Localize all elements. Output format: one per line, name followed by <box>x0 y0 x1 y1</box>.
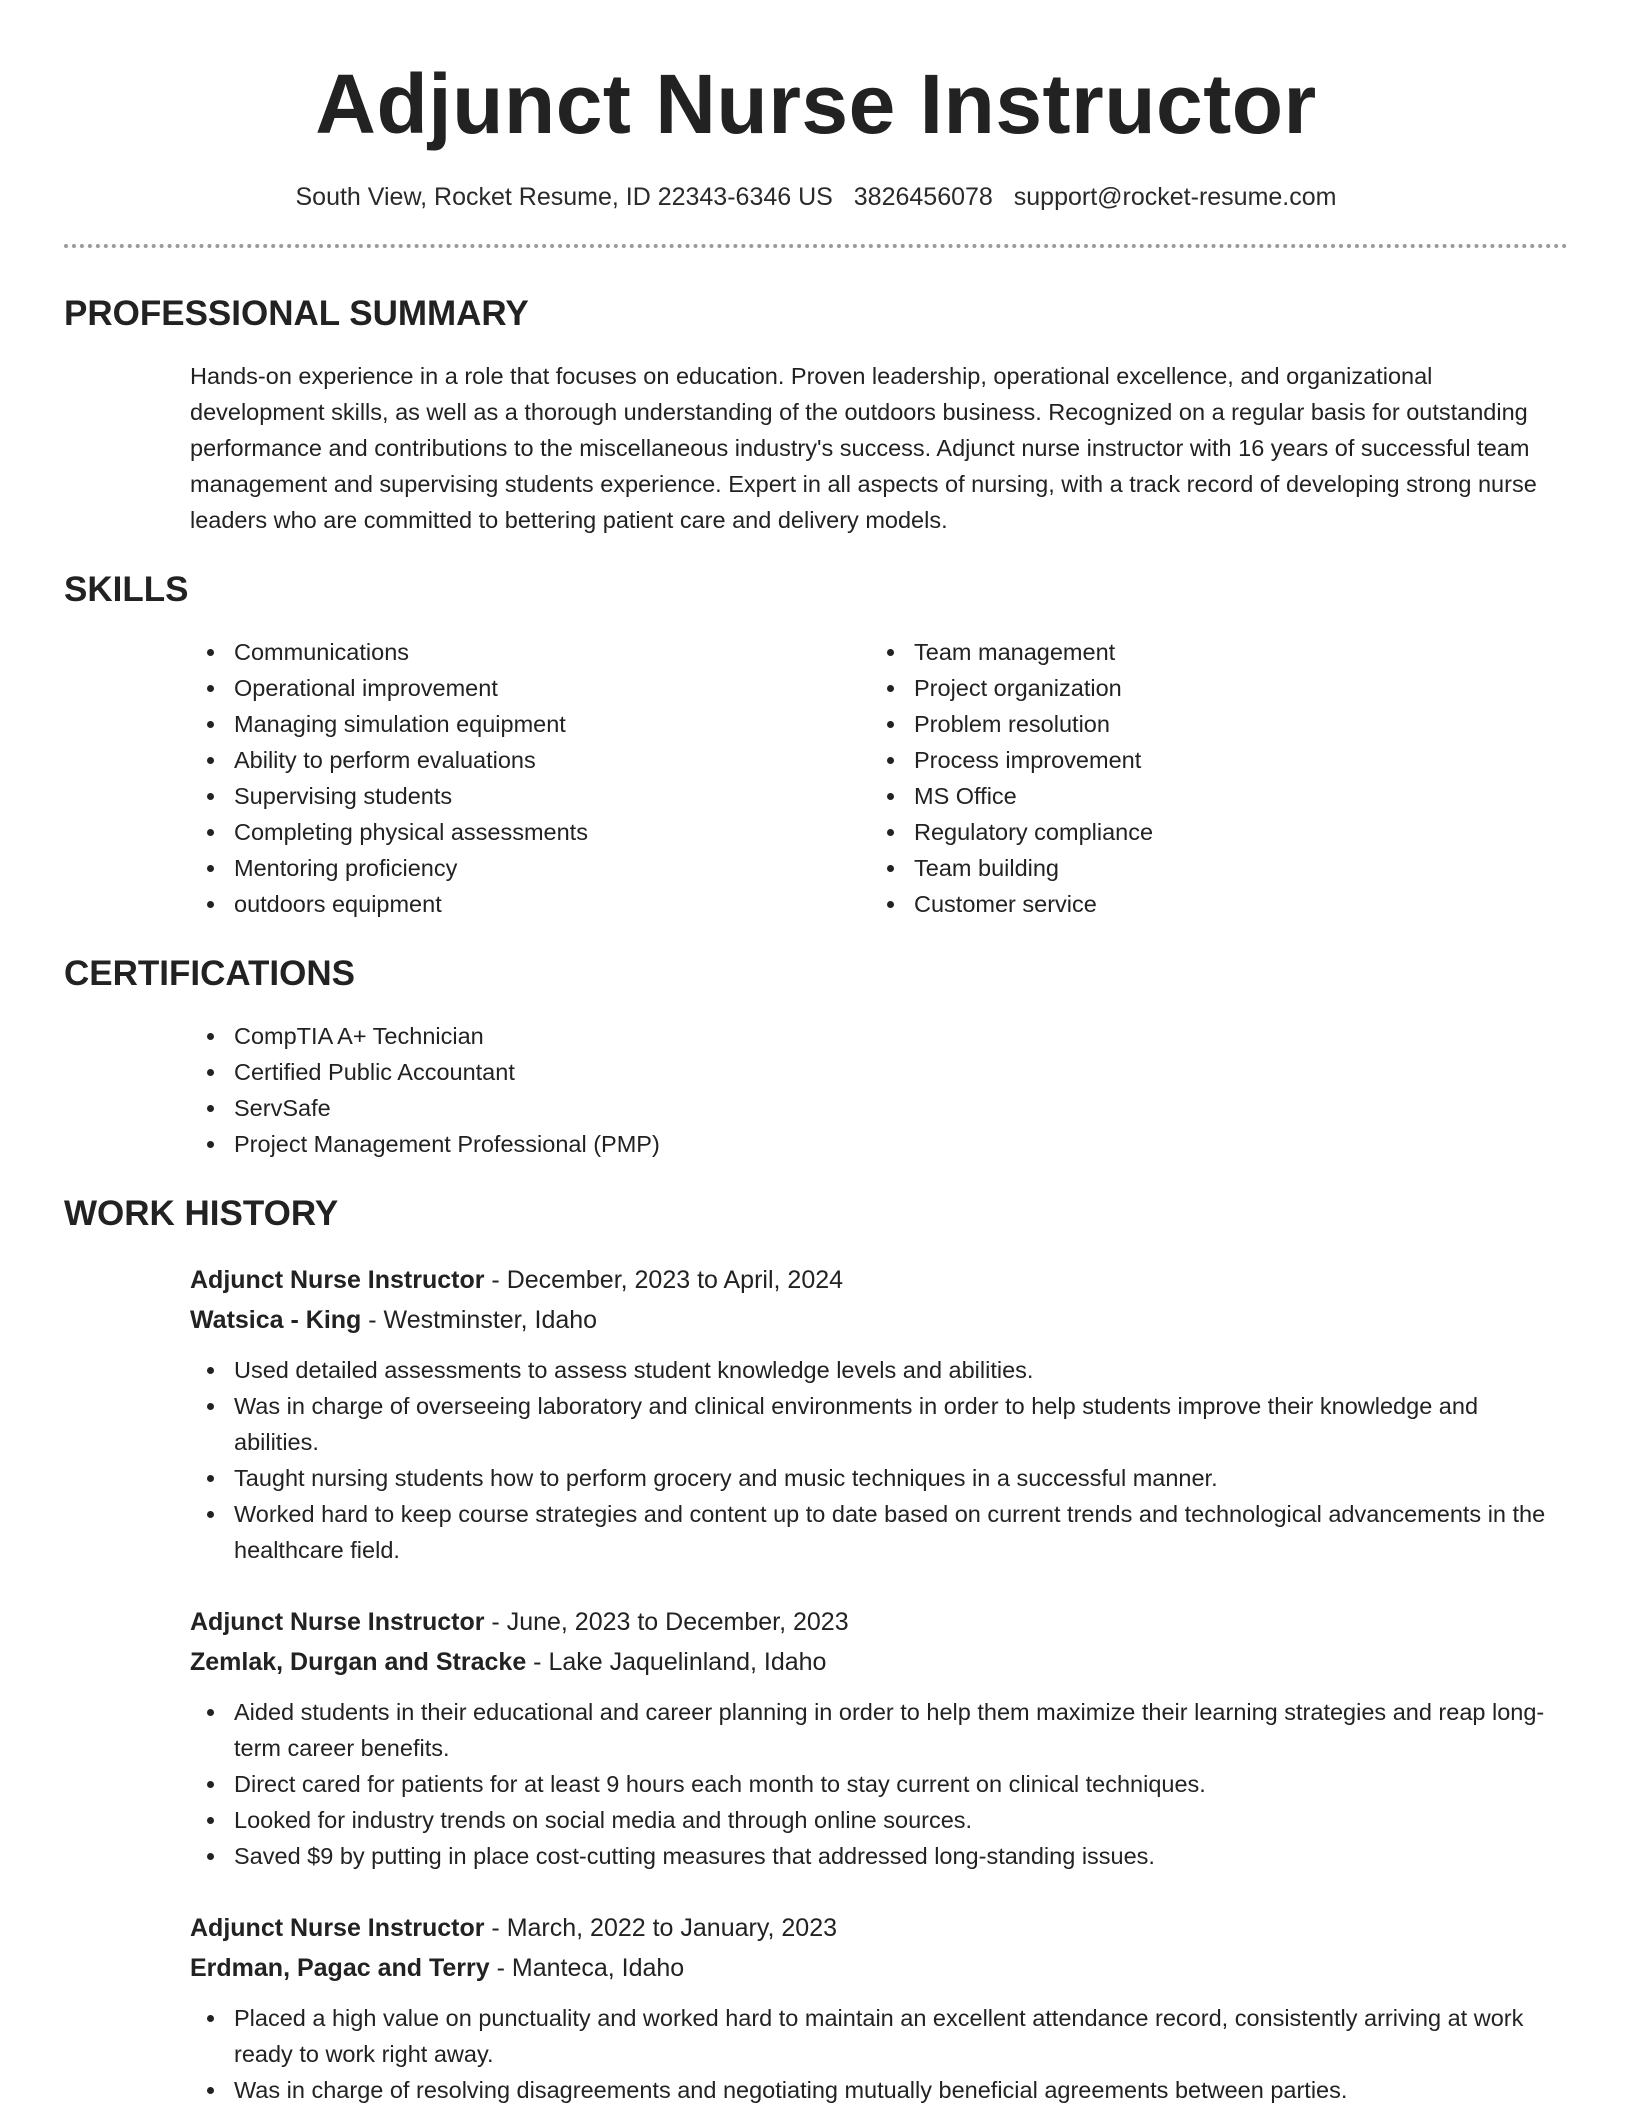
job-title-line <box>190 1602 1568 1642</box>
job-company: Zemlak, Durgan and Stracke <box>190 1648 527 1676</box>
skill-item: Regulatory compliance <box>870 814 1470 850</box>
skill-item: Mentoring proficiency <box>190 850 870 886</box>
job-bullet: Saved $9 by putting in place cost-cutting measures that addressed long-standing issues. <box>190 1838 1568 1874</box>
job-bullet: Taught nursing students how to perform grocery and music techniques in a successful manner. <box>190 1460 1568 1496</box>
skill-item: Customer service <box>870 886 1470 922</box>
skill-item: Completing physical assessments <box>190 814 870 850</box>
certification-item: CompTIA A+ Technician <box>190 1018 1568 1054</box>
skill-item: Problem resolution <box>870 706 1470 742</box>
job-company-line <box>190 1300 1568 1340</box>
skill-item: Operational improvement <box>190 670 870 706</box>
job-role: Adjunct Nurse Instructor <box>190 1608 485 1636</box>
skill-item: Team management <box>870 634 1470 670</box>
skill-item: MS Office <box>870 778 1470 814</box>
skills-section <box>64 634 1568 922</box>
certification-item: Project Management Professional (PMP) <box>190 1126 1568 1162</box>
job-bullets <box>190 1352 1568 1568</box>
work-history-heading: WORK HISTORY <box>64 1194 339 1233</box>
job-dates: - March, 2022 to January, 2023 <box>484 1914 837 1942</box>
certification-item: Certified Public Accountant <box>190 1054 1568 1090</box>
job-location: - Lake Jaquelinland, Idaho <box>526 1648 827 1676</box>
job-location: - Westminster, Idaho <box>361 1306 598 1334</box>
skill-item: Managing simulation equipment <box>190 706 870 742</box>
job-bullet: Was in charge of resolving disagreements and negotiating mutually beneficial agreements between parties. <box>190 2072 1568 2108</box>
contact-address: South View, Rocket Resume, ID 22343-6346 US <box>295 183 833 211</box>
skill-item: Project organization <box>870 670 1470 706</box>
skill-item: Supervising students <box>190 778 870 814</box>
job-company-line <box>190 1948 1568 1988</box>
resume-page <box>64 0 1568 2108</box>
job-bullet: Used detailed assessments to assess student knowledge levels and abilities. <box>190 1352 1568 1388</box>
job-bullet: Direct cared for patients for at least 9 hours each month to stay current on clinical techniques. <box>190 1766 1568 1802</box>
skill-item: Communications <box>190 634 870 670</box>
header-divider <box>64 244 1568 248</box>
contact-phone: 3826456078 <box>853 183 993 211</box>
job-bullet: Was in charge of overseeing laboratory and clinical environments in order to help students improve their knowledge and abilities. <box>190 1388 1568 1460</box>
summary-heading: PROFESSIONAL SUMMARY <box>64 294 529 333</box>
job-location: - Manteca, Idaho <box>489 1954 685 1982</box>
job-role: Adjunct Nurse Instructor <box>190 1914 485 1942</box>
job-bullet: Placed a high value on punctuality and worked hard to maintain an excellent attendance record, consistently arriving at work ready to work right away. <box>190 2000 1568 2072</box>
job-company-line <box>190 1642 1568 1682</box>
skills-heading: SKILLS <box>64 570 189 609</box>
job-role: Adjunct Nurse Instructor <box>190 1266 485 1294</box>
job-bullets <box>190 1694 1568 1874</box>
skill-item: Process improvement <box>870 742 1470 778</box>
job-bullet: Aided students in their educational and career planning in order to help them maximize their learning strategies and reap long-term career benefits. <box>190 1694 1568 1766</box>
resume-name: Adjunct Nurse Instructor <box>315 57 1317 151</box>
job-title-line <box>190 1908 1568 1948</box>
job-entry <box>190 1260 1568 1568</box>
skills-list-left <box>190 634 870 922</box>
job-entry <box>190 1602 1568 1874</box>
job-company: Watsica - King <box>190 1306 362 1334</box>
contact-email: support@rocket-resume.com <box>1013 183 1337 211</box>
skill-item: Ability to perform evaluations <box>190 742 870 778</box>
certifications-list <box>190 1018 1568 1162</box>
job-company: Erdman, Pagac and Terry <box>190 1954 490 1982</box>
skill-item: Team building <box>870 850 1470 886</box>
skills-list-right <box>870 634 1470 922</box>
job-bullet: Looked for industry trends on social media and through online sources. <box>190 1802 1568 1838</box>
job-title-line <box>190 1260 1568 1300</box>
skill-item: outdoors equipment <box>190 886 870 922</box>
job-entry <box>190 1908 1568 2108</box>
certifications-heading: CERTIFICATIONS <box>64 954 356 993</box>
job-bullet: Worked hard to keep course strategies and content up to date based on current trends and technological advancements in the healthcare field. <box>190 1496 1568 1568</box>
certification-item: ServSafe <box>190 1090 1568 1126</box>
job-dates: - June, 2023 to December, 2023 <box>484 1608 849 1636</box>
summary-text: Hands-on experience in a role that focuses on education. Proven leadership, operational excellence, and organizational development skills, as well as a thorough understanding of the outdoors business. Recognized on a regular basis for outstanding performance and contributions to the miscellaneous industry's success. Adjunct nurse instructor with 16 years of successful team management and supervising students experience. Expert in all aspects of nursing, with a track record of developing strong nurse leaders who are committed to bettering patient care and delivery models. <box>190 363 1537 533</box>
job-dates: - December, 2023 to April, 2024 <box>484 1266 844 1294</box>
contact-line <box>64 180 1568 214</box>
job-bullets <box>190 2000 1568 2108</box>
